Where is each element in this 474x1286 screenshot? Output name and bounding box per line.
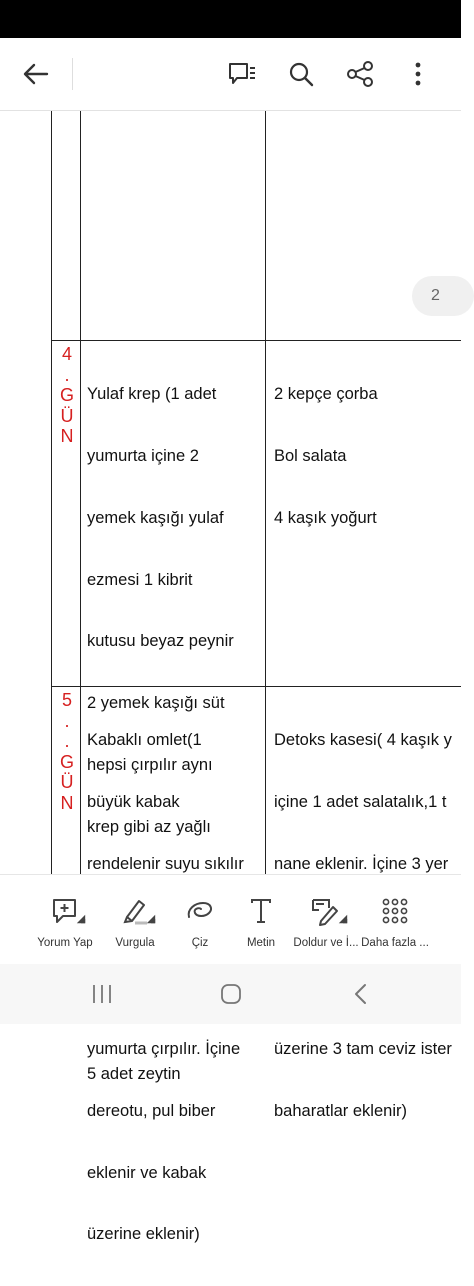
- day-label-4: [56, 344, 78, 447]
- day-char: .: [64, 731, 70, 751]
- edit-toolbar: [0, 874, 461, 965]
- cell-line: Kabaklı omlet(1: [87, 731, 202, 750]
- day-char: 4: [61, 344, 72, 364]
- tool-more[interactable]: [362, 875, 428, 965]
- more-vertical-icon[interactable]: [398, 54, 438, 94]
- cell-line: baharatlar eklenir): [274, 1101, 407, 1120]
- day-char: G: [59, 385, 74, 405]
- day-char: N: [60, 426, 74, 446]
- day-char: G: [59, 751, 74, 772]
- tool-label: Daha fazla ...: [361, 937, 429, 949]
- cell-line: Bol salata: [274, 446, 347, 465]
- tool-label: Yorum Yap: [37, 937, 93, 949]
- cell-line: 5 adet zeytin: [87, 1064, 181, 1083]
- day-label-5: [56, 690, 78, 813]
- cell-line: ezmesi 1 kibrit: [87, 570, 193, 589]
- home-icon[interactable]: [211, 978, 251, 1010]
- table-border: [265, 111, 266, 874]
- table-border: [51, 111, 52, 874]
- cell-line: yemek kaşığı yulaf: [87, 508, 224, 527]
- cell-line: 2 yemek kaşığı süt: [87, 694, 225, 713]
- page-number-badge: 2: [412, 276, 474, 316]
- share-icon[interactable]: [340, 54, 380, 94]
- submenu-indicator: [147, 915, 155, 923]
- cell-line: içine 1 adet salatalık,1 t: [274, 792, 447, 811]
- submenu-indicator: [339, 915, 347, 923]
- cell-line: 4 kaşık yoğurt: [274, 508, 377, 527]
- cell-line: krep gibi az yağlı: [87, 817, 211, 836]
- header-divider: [72, 58, 73, 90]
- more-grid-icon: [382, 895, 408, 927]
- table-border: [80, 111, 81, 874]
- day-char: Ü: [60, 772, 74, 792]
- comments-icon[interactable]: [222, 54, 262, 94]
- tool-draw[interactable]: [176, 875, 224, 965]
- cell-line: 2 kepçe çorba: [274, 385, 378, 404]
- cell-line: hepsi çırpılır aynı: [87, 755, 213, 774]
- day-char: N: [60, 792, 74, 813]
- cell-line: büyük kabak: [87, 792, 180, 811]
- cell-line: eklenir ve kabak: [87, 1163, 207, 1182]
- tool-label: Çiz: [191, 937, 209, 949]
- app-header: [0, 38, 461, 111]
- day-char: 5: [61, 690, 72, 710]
- day-char: .: [64, 710, 70, 731]
- highlighter-icon: [121, 895, 149, 927]
- comment-add-icon: [51, 895, 79, 927]
- system-nav-bar: [0, 964, 461, 1024]
- tool-fill-sign[interactable]: [290, 875, 362, 965]
- cell-line: Yulaf krep (1 adet: [87, 385, 217, 404]
- day-char: .: [64, 364, 70, 385]
- cell-line: üzerine eklenir): [87, 1225, 200, 1244]
- submenu-indicator: [77, 915, 85, 923]
- tool-label: Metin: [246, 937, 276, 949]
- tool-text[interactable]: [237, 875, 285, 965]
- back-arrow-icon[interactable]: [16, 54, 56, 94]
- draw-icon: [185, 895, 215, 927]
- cell-line: Detoks kasesi( 4 kaşık y: [274, 731, 452, 750]
- cell-line: nane eklenir. İçine 3 yer: [274, 854, 449, 873]
- tool-label: Vurgula: [115, 937, 155, 949]
- text-icon: [249, 895, 273, 927]
- cell-line: üzerine 3 tam ceviz ister: [274, 1040, 452, 1059]
- search-icon[interactable]: [281, 54, 321, 94]
- day4-lunch-cell: [274, 343, 378, 570]
- nav-back-icon[interactable]: [340, 978, 380, 1010]
- cell-line: kutusu beyaz peynir: [87, 632, 234, 651]
- tool-comment[interactable]: [30, 875, 100, 965]
- table-border: [51, 340, 461, 341]
- cell-line: yumurta çırpılır. İçine: [87, 1040, 241, 1059]
- status-bar: [0, 0, 461, 38]
- tool-label: Doldur ve İ...: [293, 937, 359, 949]
- tool-highlight[interactable]: [104, 875, 166, 965]
- cell-line: dereotu, pul biber: [87, 1101, 216, 1120]
- cell-line: rendelenir suyu sıkılır: [87, 854, 244, 873]
- fill-sign-icon: [311, 895, 341, 927]
- day-char: Ü: [60, 405, 74, 426]
- recents-icon[interactable]: [82, 978, 122, 1010]
- cell-line: yumurta içine 2: [87, 446, 199, 465]
